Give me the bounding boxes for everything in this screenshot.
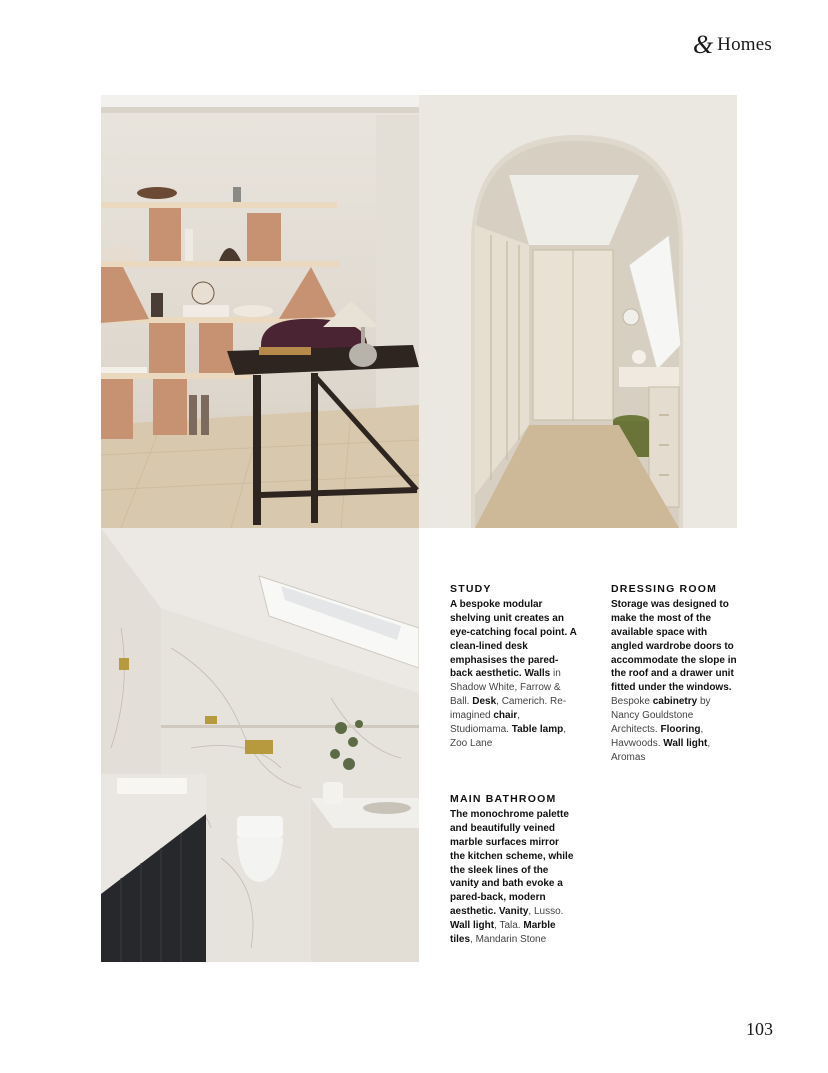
study-credit-desk-label: Desk	[472, 696, 497, 708]
bathroom-credit-tiles-text: , Mandarin Stone	[470, 934, 547, 946]
study-credit-chair-label: chair	[493, 710, 518, 722]
dressing-room-caption	[611, 583, 741, 765]
dressing-credit-cabinetry-text: by Nancy Gouldstone Architects.	[611, 696, 711, 736]
ampersand-logo: &	[692, 30, 714, 59]
section-name: Homes	[717, 34, 772, 55]
dressing-credit-flooring-text: , Havwoods.	[611, 724, 704, 749]
bathroom-caption-heading: MAIN BATHROOM	[450, 793, 557, 805]
study-caption-heading: STUDY	[450, 583, 492, 595]
dressing-caption-lead: Storage was designed to make the most of the available space with angled wardrobe doors to accommodate the slope in the roof and a drawer unit fitted under the windows.	[611, 598, 737, 694]
study-caption-lead: A bespoke modular shelving unit creates an eye-catching focal point. A clean-lined desk emphasises the pared-back aesthetic.	[450, 598, 577, 680]
study-credit-lamp-label: Table lamp	[511, 724, 564, 736]
bathroom-credit-vanity-label: Vanity	[498, 906, 529, 918]
bathroom-caption	[450, 793, 576, 947]
study-photo	[101, 95, 419, 528]
main-bathroom-photo	[101, 528, 419, 962]
dressing-caption-heading: DRESSING ROOM	[611, 583, 718, 595]
study-credit-walls-text: in Shadow White, Farrow & Ball.	[450, 668, 561, 708]
study-credit-chair-text: , Studiomama.	[450, 710, 521, 736]
dressing-credit-flooring-label: Flooring	[660, 724, 701, 736]
dressing-credit-light-text: , Aromas	[611, 737, 711, 763]
study-credit-lamp-text: , Zoo Lane	[450, 724, 566, 749]
study-credit-walls-label: Walls	[524, 668, 551, 680]
dressing-credit-cabinetry-label: cabinetry	[652, 696, 698, 708]
bathroom-credit-light-text: , Tala.	[494, 920, 524, 932]
study-caption	[450, 583, 578, 751]
dressing-credit-light-label: Wall light	[663, 737, 708, 749]
page-number: 103	[746, 1019, 773, 1039]
bathroom-caption-lead: The monochrome palette and beautifully veined marble surfaces mirror the kitchen scheme, while the sleek lines of the vanity and bath evoke a pared-back, modern aesthetic.	[450, 808, 574, 918]
magazine-section-header	[693, 32, 772, 58]
dressing-room-photo	[419, 95, 737, 528]
bathroom-credit-vanity-text: , Lusso.	[528, 906, 564, 918]
dressing-credit-prefix: Bespoke	[611, 696, 653, 708]
study-credit-desk-text: , Camerich. Re-imagined	[450, 696, 567, 722]
bathroom-credit-tiles-label: Marble tiles	[450, 920, 556, 946]
bathroom-credit-light-label: Wall light	[450, 920, 495, 932]
